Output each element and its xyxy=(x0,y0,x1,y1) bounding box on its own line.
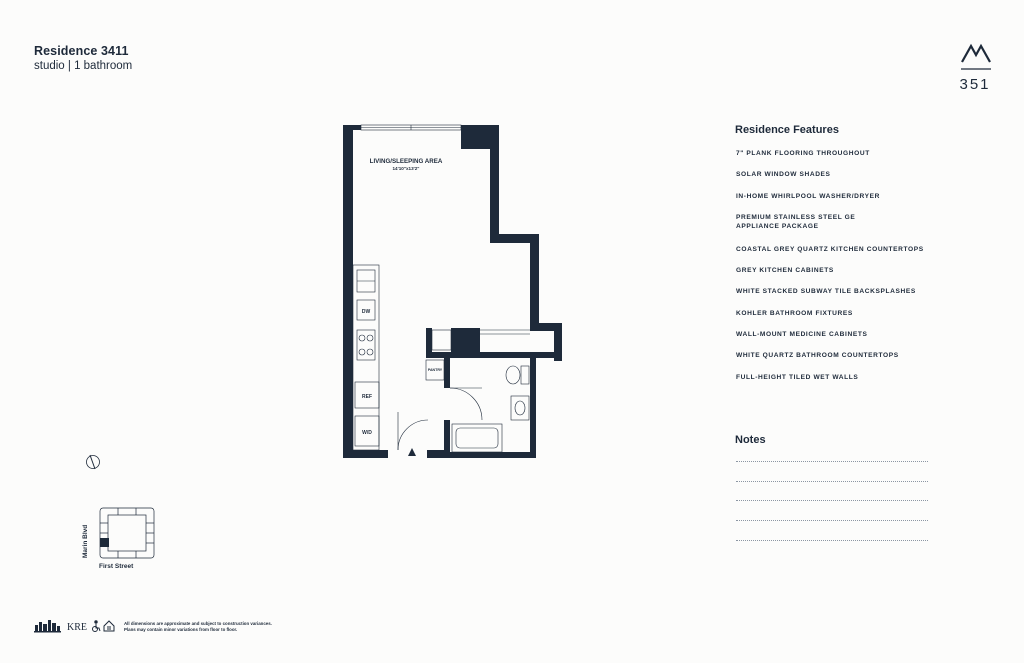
feature-item: WHITE QUARTZ BATHROOM COUNTERTOPS xyxy=(736,352,899,359)
feature-item: FULL-HEIGHT TILED WET WALLS xyxy=(736,374,859,381)
note-line xyxy=(736,500,928,501)
feature-item: COASTAL GREY QUARTZ KITCHEN COUNTERTOPS xyxy=(736,246,924,253)
feature-item: WHITE STACKED SUBWAY TILE BACKSPLASHES xyxy=(736,288,916,295)
room-dimensions: 14'10"x13'2" xyxy=(392,166,420,171)
feature-item: WALL-MOUNT MEDICINE CABINETS xyxy=(736,331,868,338)
unit-location-marker xyxy=(100,538,109,547)
notes-heading: Notes xyxy=(735,434,766,446)
accessibility-icon xyxy=(93,621,101,632)
feature-item: APPLIANCE PACKAGE xyxy=(736,223,819,230)
feature-item: KOHLER BATHROOM FIXTURES xyxy=(736,310,853,317)
equal-housing-icon xyxy=(104,621,114,631)
floor-plan xyxy=(335,120,570,470)
note-line xyxy=(736,540,928,541)
logo-number: 351 xyxy=(959,76,991,93)
disclaimer-line-2: Plans may contain minor variations from floor to floor. xyxy=(124,627,238,632)
note-line xyxy=(736,461,928,462)
features-heading: Residence Features xyxy=(735,124,839,136)
residence-subtitle: studio | 1 bathroom xyxy=(34,60,133,72)
residence-title: Residence 3411 xyxy=(34,44,129,58)
feature-item: IN-HOME WHIRLPOOL WASHER/DRYER xyxy=(736,193,881,200)
street-label-marin: Marin Blvd xyxy=(82,524,89,558)
brand-logo xyxy=(955,42,995,94)
feature-item: SOLAR WINDOW SHADES xyxy=(736,171,831,178)
dishwasher-label: DW xyxy=(361,309,371,315)
feature-item: 7" PLANK FLOORING THROUGHOUT xyxy=(736,150,870,157)
street-label-first: First Street xyxy=(99,563,134,570)
compass-icon xyxy=(84,453,102,476)
footer-logos xyxy=(33,617,123,640)
note-line xyxy=(736,481,928,482)
room-label: LIVING/SLEEPING AREA xyxy=(369,158,443,165)
mountain-logo-icon xyxy=(955,42,995,74)
pantry-label: PANTRY xyxy=(427,368,443,372)
disclaimer-line-1: All dimensions are approximate and subject to construction variances. xyxy=(124,621,272,626)
washer-dryer-label: W/D xyxy=(362,430,372,436)
key-plan xyxy=(78,505,158,566)
skyline-logo-icon xyxy=(34,620,61,633)
feature-item: PREMIUM STAINLESS STEEL GE xyxy=(736,214,856,221)
feature-item: GREY KITCHEN CABINETS xyxy=(736,267,834,274)
refrigerator-label: REF xyxy=(362,394,372,400)
kre-logo: KRE xyxy=(67,622,87,633)
note-line xyxy=(736,520,928,521)
